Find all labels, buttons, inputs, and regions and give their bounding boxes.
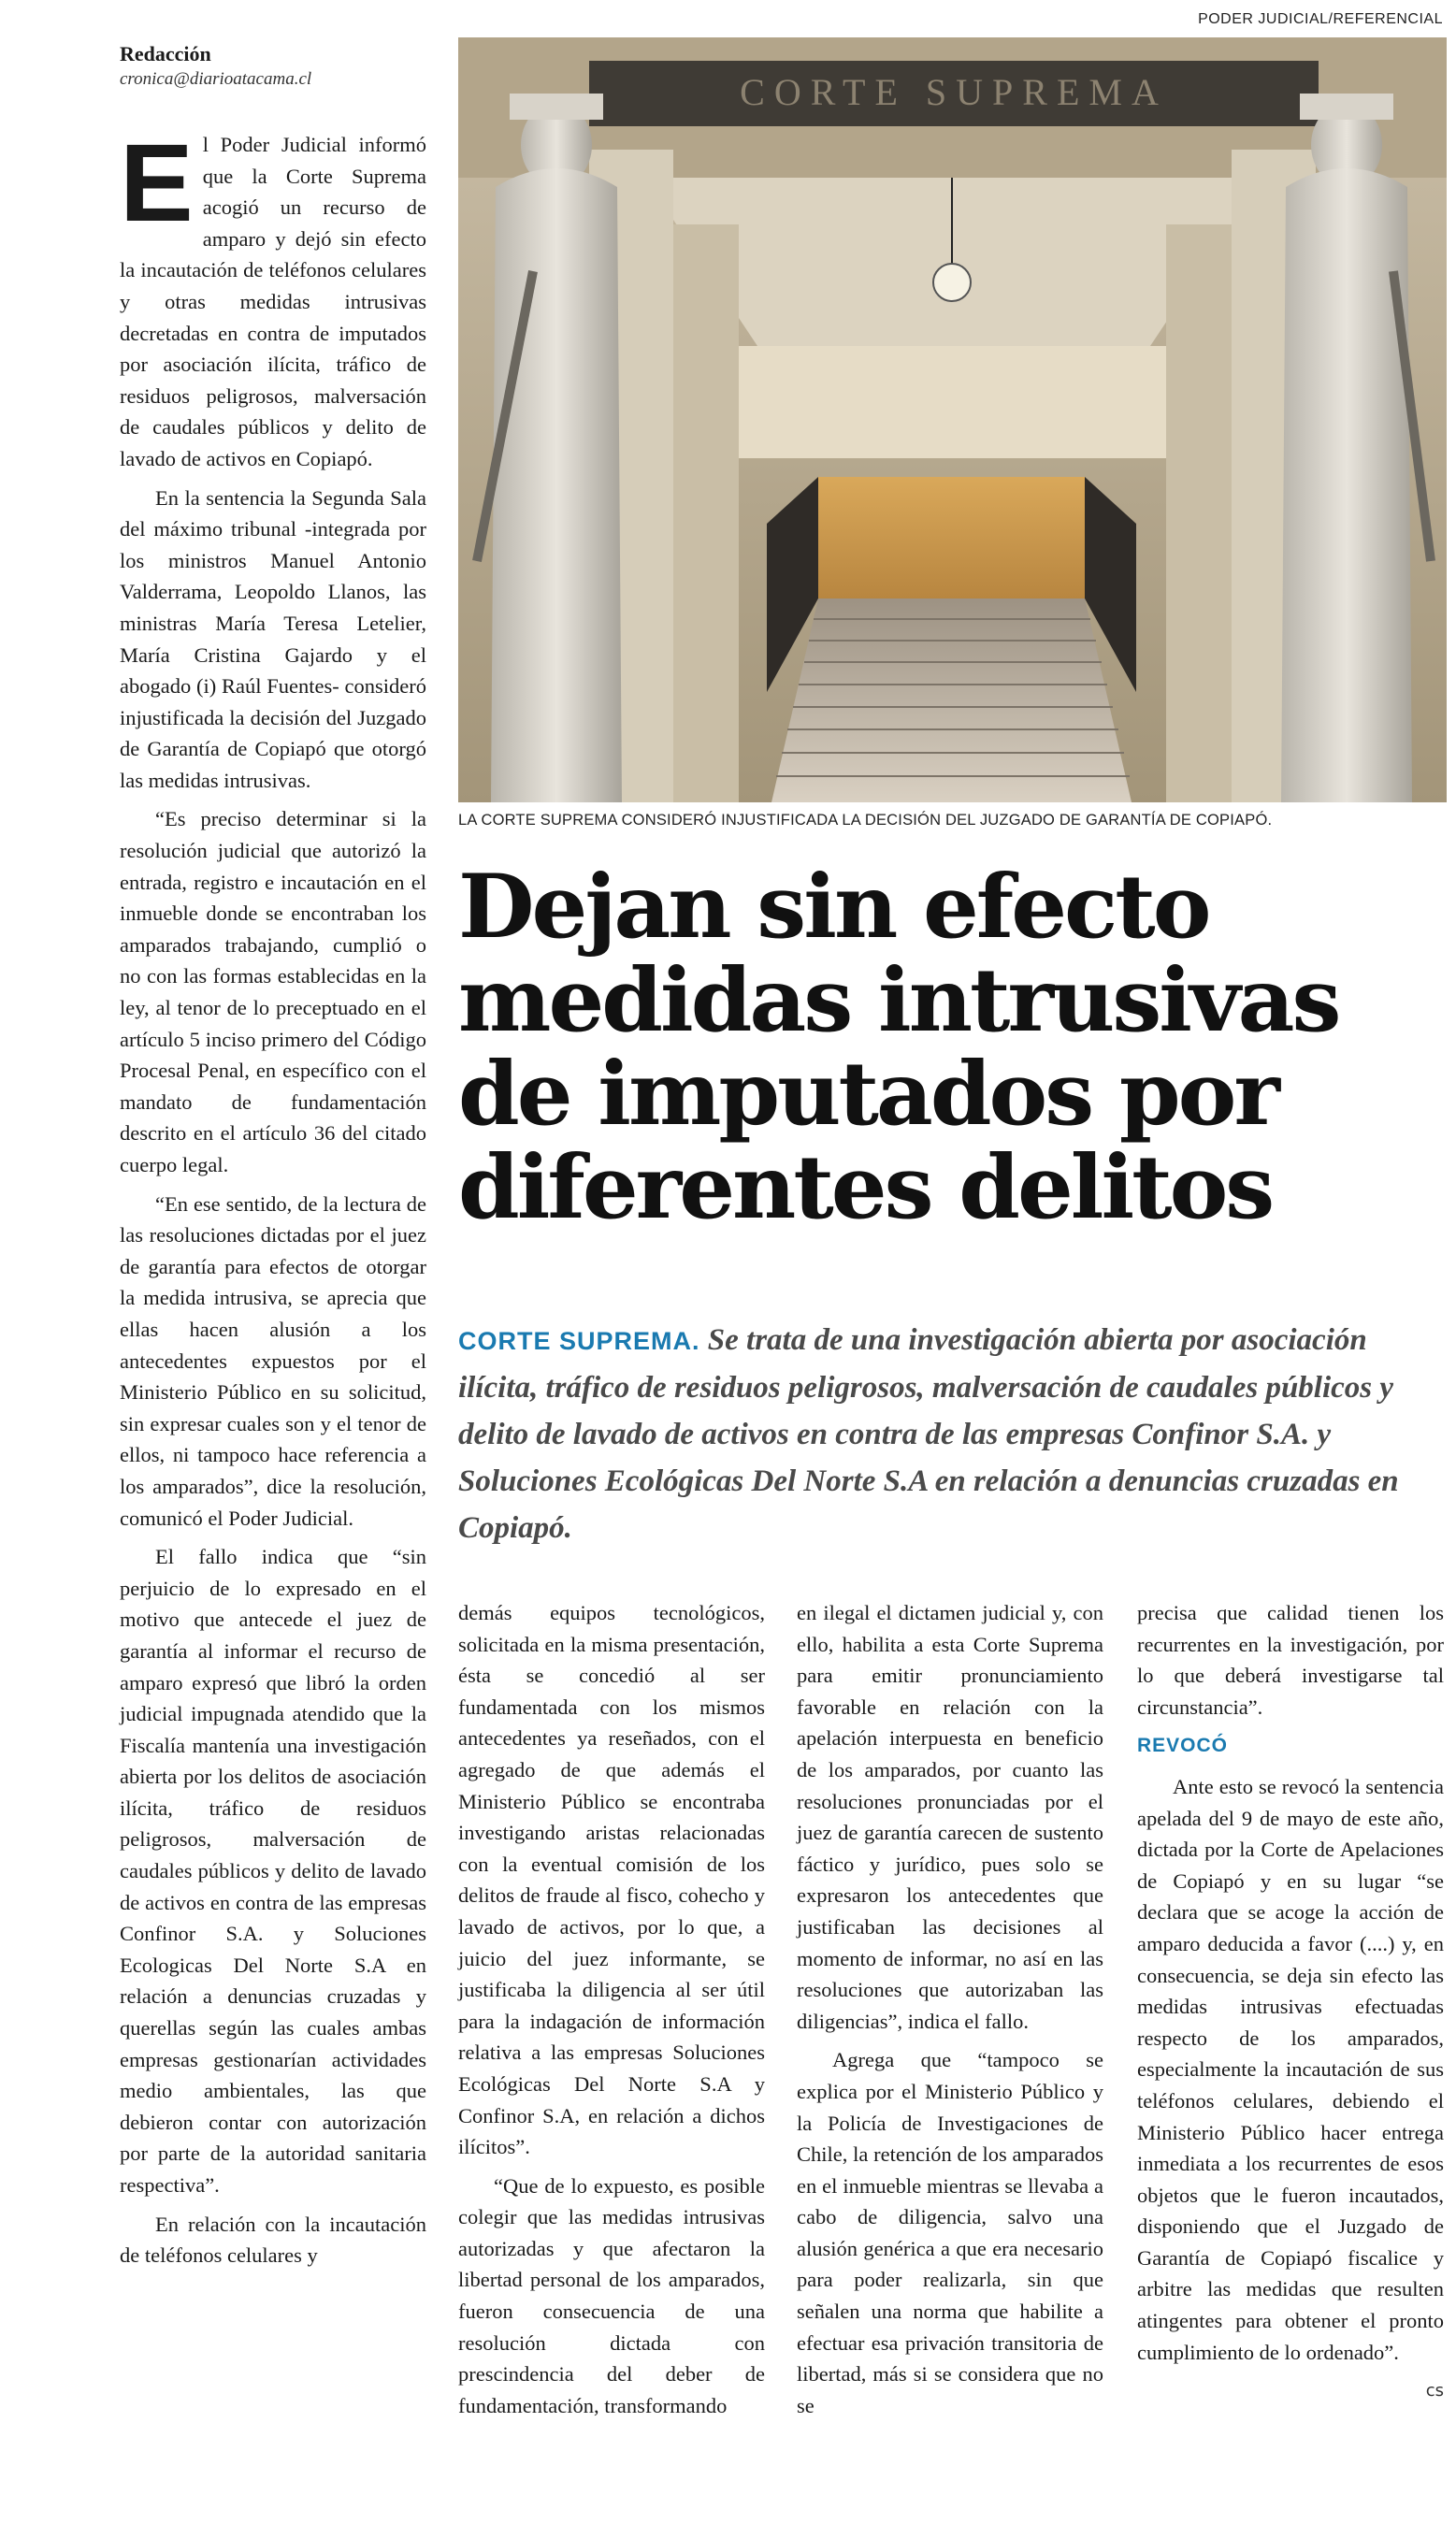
article-column-3 [797, 1597, 1103, 2429]
deck-text: Se trata de una investigación abierta por asociación ilícita, tráfico de residuos peligrosos, malversación de caudales públicos y delito de lavado de activos en contra de las empresas Confinor S.A. y Soluciones Ecológicas Del Norte S.A en relación a denuncias cruzadas en Copiapó. [458, 1323, 1399, 1545]
body-paragraph: En relación con la incautación de teléfonos celulares y [120, 2212, 426, 2268]
article-column-2 [458, 1597, 765, 2429]
byline-email: cronica@diarioatacama.cl [120, 69, 312, 89]
body-paragraph: “Es preciso determinar si la resolución judicial que autorizó la entrada, registro e incautación en el inmueble donde se encontraban los amparados trabajando, cumplió o no con las formas establecidas en la ley, al tenor de lo preceptuado en el artículo 5 inciso primero del Código Procesal Penal, en específico con el mandato de fundamentación descrito en el artículo 36 del citado cuerpo legal. [120, 807, 426, 1176]
article-column-1 [120, 41, 426, 2279]
article-column-4 [1137, 1597, 1444, 2407]
subhead: REVOCÓ [1137, 1735, 1229, 1757]
body-paragraph: en ilegal el dictamen judicial y, con ello, habilita a esta Corte Suprema para emitir pronunciamiento favorable en relación con la apelación interpuesta en beneficio de los amparados, por cuanto las resoluciones pronunciadas por el juez de garantía carecen de sustento fáctico y jurídico, pues solo se expresaron los antecedentes que justificaban las decisiones al momento de informar, no así en las resoluciones que autorizaban las diligencias”, indica el fallo. [797, 1601, 1103, 2033]
body-paragraph: demás equipos tecnológicos, solicitada en la misma presentación, ésta se concedió al ser fundamentada con los mismos antecedentes ya reseñados, con el agregado de que además el Ministerio Público se encontraba investigando aristas relacionadas con la eventual comisión de los delitos de fraude al fisco, cohecho y lavado de activos, por lo que, a juicio del juez informante, se justificaba la diligencia al ser útil para la indagación de información relativa a las empresas Soluciones Ecológicas Del Norte S.A y Confinor S.A, en relación a dichos ilícitos”. [458, 1601, 765, 2159]
lead-paragraph-text: l Poder Judicial informó que la Corte Suprema acogió un recurso de amparo y dejó sin efecto la incautación de teléfonos celulares y otras medidas intrusivas decretadas en contra de imputados por asociación ilícita, tráfico de residuos peligrosos, malversación de caudales públicos y delito de lavado de activos en Copiapó. [120, 133, 426, 470]
drop-cap: E [120, 122, 194, 245]
body-paragraph: Agrega que “tampoco se explica por el Ministerio Público y la Policía de Investigaciones de Chile, la retención de los amparados en el inmueble mientras se llevaba a cabo de diligencia, salvo una alusión genérica a que era necesario para poder realizarla, sin que señalen una norma que habilite a efectuar esa privación transitoria de libertad, más si se considera que no se [797, 2048, 1103, 2417]
deck [458, 1317, 1449, 1551]
deck-kicker: CORTE SUPREMA. [458, 1327, 700, 1355]
courthouse-photo [458, 37, 1447, 802]
end-mark-icon: cs [1425, 2381, 1444, 2401]
body-paragraph: “En ese sentido, de la lectura de las resoluciones dictadas por el juez de garantía para efectos de otorgar la medida intrusiva, se aprecia que ellas hacen alusión a los antecedentes expuestos por el Ministerio Público en su solicitud, sin expresar cuales son y el tenor de ellos, ni tampoco hace referencia a los amparados”, dice la resolución, comunicó el Poder Judicial. [120, 1191, 426, 1530]
section-tag: PODER JUDICIAL/REFERENCIAL [1198, 11, 1443, 27]
body-paragraph: precisa que calidad tienen los recurrentes en la investigación, por lo que deberá investigarse tal circunstancia”. [1137, 1601, 1444, 1719]
photo-inscription: CORTE SUPREMA [740, 71, 1168, 113]
lead-paragraph [120, 122, 426, 475]
body-paragraph: “Que de lo expuesto, es posible colegir que las medidas intrusivas autorizadas y que afectaron la libertad personal de los amparados, fueron consecuencia de una resolución dictada con prescindencia del deber de fundamentación, transformando [458, 2173, 765, 2417]
body-paragraph: Ante esto se revocó la sentencia apelada del 9 de mayo de este año, dictada por la Corte de Apelaciones de Copiapó y en su lugar “se declara que se acoge la acción de amparo deducida a favor (....) y, en consecuencia, se deja sin efecto las medidas intrusivas efectuadas respecto de los amparados, especialmente la incautación de sus teléfonos celulares, debiendo el Ministerio Público hacer entrega inmediata a los recurrentes de esos objetos que le fueron incautados, disponiendo que el Juzgado de Garantía de Copiapó fiscalice y arbitre las medidas que resulten atingentes para obtener el pronto cumplimiento de lo ordenado”. [1137, 1774, 1444, 2364]
byline-author: Redacción [120, 42, 211, 65]
body-paragraph: En la sentencia la Segunda Sala del máximo tribunal -integrada por los ministros Manuel Antonio Valderrama, Leopoldo Llanos, las ministras María Teresa Letelier, María Cristina Gajardo y el abogado (i) Raúl Fuentes- consideró injustificada la decisión del Juzgado de Garantía de Copiapó que otorgó las medidas intrusivas. [120, 485, 426, 792]
photo-caption: LA CORTE SUPREMA CONSIDERÓ INJUSTIFICADA LA DECISIÓN DEL JUZGADO DE GARANTÍA DE COPIAPÓ. [458, 812, 1273, 829]
headline: Dejan sin efecto medidas intrusivas de imputados por diferentes delitos [458, 856, 1339, 1239]
body-paragraph: El fallo indica que “sin perjuicio de lo expresado en el motivo que antecede el juez de garantía al informar el recurso de amparo expresó que libró la orden judicial impugnada atendido que la Fiscalía mantenía una investigación abierta por los delitos de asociación ilícita, tráfico de residuos peligrosos, malversación de caudales públicos y delito de lavado de activos en contra de las empresas Confinor S.A. y Soluciones Ecologicas Del Norte S.A en relación a denuncias cruzadas y querellas según las cuales ambas empresas gestionarían actividades medio ambientales, las que debieron contar con autorización por parte de la autoridad sanitaria respectiva”. [120, 1545, 426, 2197]
